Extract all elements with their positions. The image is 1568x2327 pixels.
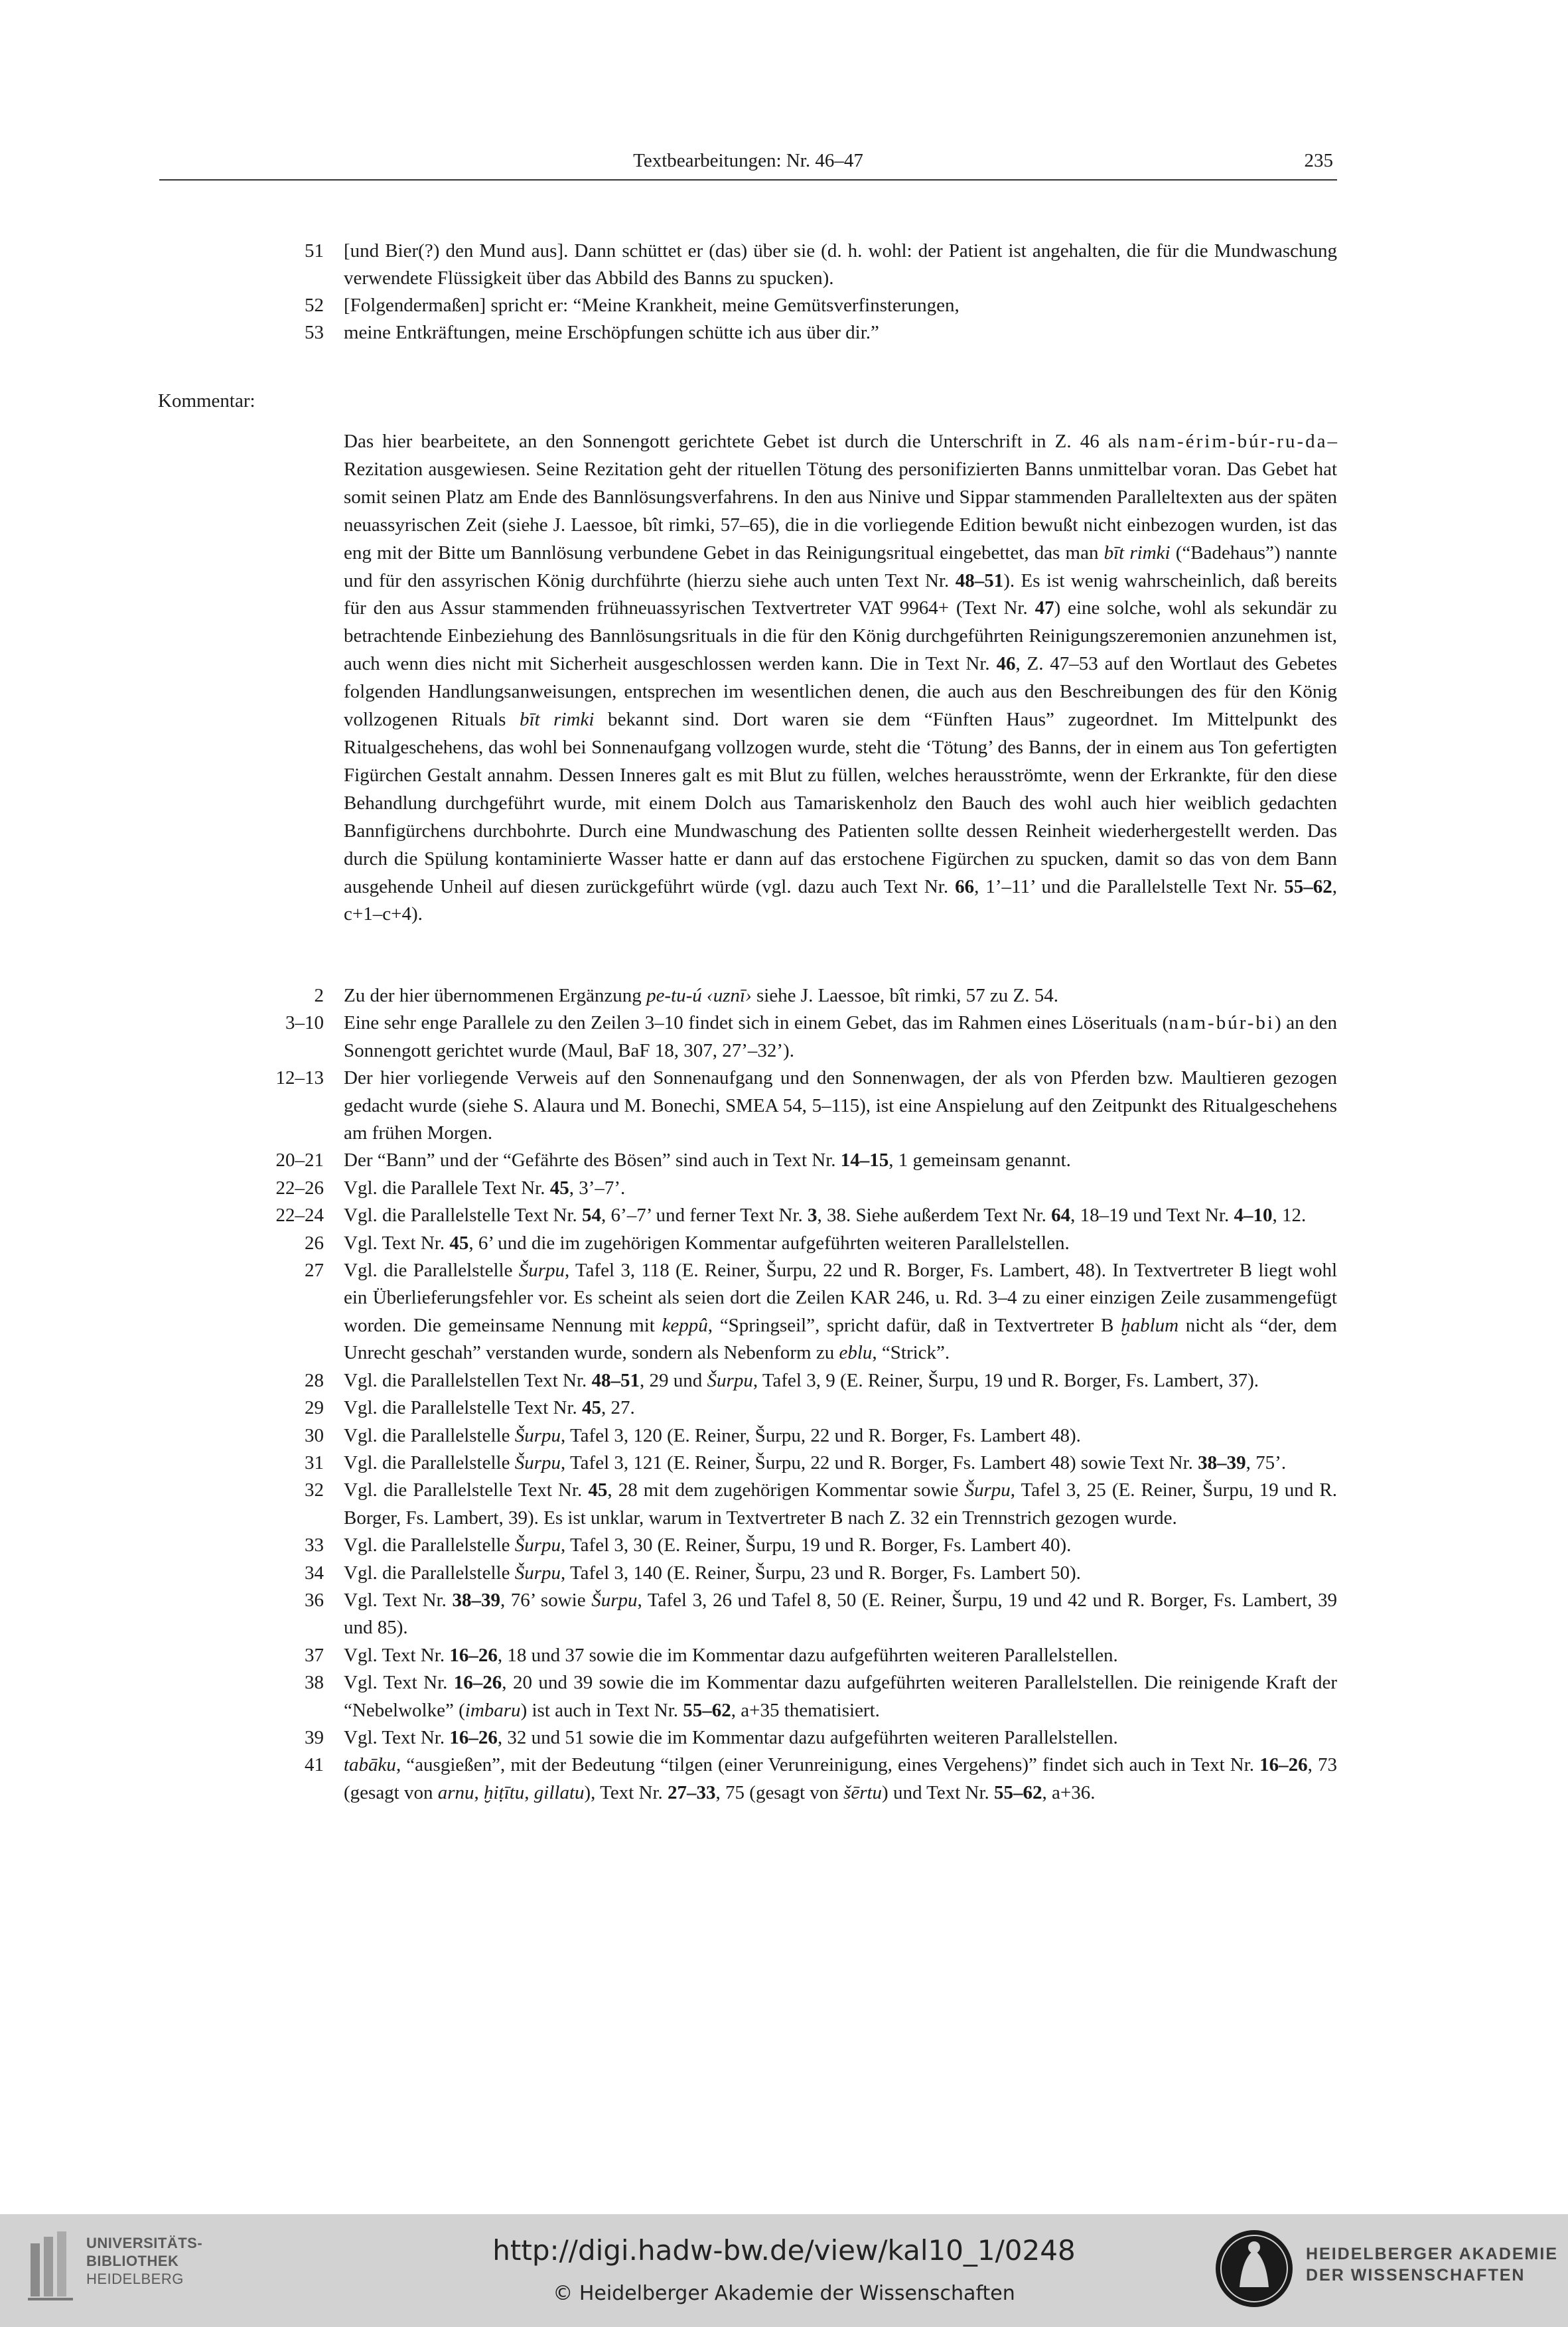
note-entry xyxy=(159,982,1337,1010)
line-number: 2 xyxy=(314,985,324,1006)
line-number: 3–10 xyxy=(285,1012,324,1034)
line-number: 20–21 xyxy=(275,1150,324,1171)
line-text: Vgl. Text Nr. 45, 6’ und die im zugehörigen Kommentar aufgeführten weiteren Parallelstellen. xyxy=(344,1232,1070,1254)
note-entry xyxy=(159,1532,1337,1559)
line-text: Vgl. Text Nr. 16–26, 18 und 37 sowie die im Kommentar dazu aufgeführten weiteren Parallelstellen. xyxy=(344,1644,1118,1666)
line-text: Vgl. die Parallelstelle Šurpu, Tafel 3, 121 (E. Reiner, Šurpu, 22 und R. Borger, Fs. Lambert 48) sowie Text Nr. 38–39, 75’. xyxy=(344,1452,1287,1473)
translation-line xyxy=(159,319,1337,346)
line-number: 28 xyxy=(305,1369,324,1391)
note-entry xyxy=(159,1752,1337,1807)
line-text: Vgl. Text Nr. 16–26, 20 und 39 sowie die im Kommentar dazu aufgeführten weiteren Parallelstellen. Die reinigende Kraft der “Nebelwolke” (imbaru) ist auch in Text Nr. 55–62, a+35 thematisiert. xyxy=(344,1672,1337,1721)
line-text: Vgl. die Parallelstelle Text Nr. 54, 6’–7’ und ferner Text Nr. 3, 38. Siehe außerdem Text Nr. 64, 18–19 und Text Nr. 4–10, 12. xyxy=(344,1205,1307,1227)
running-header xyxy=(159,147,1337,181)
line-number: 34 xyxy=(305,1562,324,1584)
line-text: Vgl. die Parallelstelle Šurpu, Tafel 3, 140 (E. Reiner, Šurpu, 23 und R. Borger, Fs. Lambert 50). xyxy=(344,1562,1081,1584)
line-number: 26 xyxy=(305,1232,324,1254)
line-text: Vgl. Text Nr. 38–39, 76’ sowie Šurpu, Tafel 3, 26 und Tafel 8, 50 (E. Reiner, Šurpu, 19 und 42 und R. Borger, Fs. Lambert, 39 und 85). xyxy=(344,1589,1337,1639)
note-entry xyxy=(159,1669,1337,1724)
line-text: Eine sehr enge Parallele zu den Zeilen 3–10 findet sich in einem Gebet, das im Rahmen eines Löserituals (nam-búr-bi) an den Sonnengott gerichtet wurde (Maul, BaF 18, 307, 27’–32’). xyxy=(344,1012,1337,1061)
note-entry xyxy=(159,1147,1337,1174)
note-entry xyxy=(159,1422,1337,1450)
line-number: 12–13 xyxy=(275,1067,324,1089)
translation-block xyxy=(159,238,1337,346)
line-text: [und Bier(?) den Mund aus]. Dann schüttet er (das) über sie (d. h. wohl: der Patient ist angehalten, die für die Mundwaschung verwendete Flüssigkeit über das Abbild des Banns zu spucken). xyxy=(344,240,1337,289)
note-entry xyxy=(159,1394,1337,1422)
source-url-link[interactable]: http://digi.hadw-bw.de/view/kal10_1/0248 xyxy=(492,2234,1076,2267)
line-number: 39 xyxy=(305,1726,324,1748)
line-text: [Folgendermaßen] spricht er: “Meine Krankheit, meine Gemütsverfinsterungen, xyxy=(344,295,960,316)
academy-line-2: DER WISSENSCHAFTEN xyxy=(1306,2266,1526,2285)
line-notes xyxy=(159,982,1337,1807)
line-text: tabāku, “ausgießen”, mit der Bedeutung “tilgen (einer Verunreinigung, eines Vergehens)” findet sich auch in Text Nr. 16–26, 73 (gesagt von arnu, ḫiṭītu, gillatu), Text Nr. 27–33, 75 (gesagt von šērtu) und Text Nr. 55–62, a+36. xyxy=(344,1754,1337,1803)
note-entry xyxy=(159,1587,1337,1642)
line-number: 41 xyxy=(305,1754,324,1776)
line-text: Vgl. die Parallelstelle Text Nr. 45, 28 mit dem zugehörigen Kommentar sowie Šurpu, Tafel 3, 25 (E. Reiner, Šurpu, 19 und R. Borger, Fs. Lambert, 39). Es ist unklar, warum in Textvertreter B nach Z. 32 ein Trennstrich gezogen wurde. xyxy=(344,1479,1338,1529)
running-title: Textbearbeitungen: Nr. 46–47 xyxy=(633,150,863,171)
note-entry xyxy=(159,1367,1337,1394)
note-entry xyxy=(159,1477,1337,1532)
line-number: 22–24 xyxy=(275,1205,324,1227)
footer-bar xyxy=(0,2214,1568,2327)
line-text: meine Entkräftungen, meine Erschöpfungen schütte ich aus über dir.” xyxy=(344,322,879,343)
academy-seal-icon xyxy=(1213,2227,1295,2310)
note-entry xyxy=(159,1202,1337,1229)
note-entry xyxy=(159,1642,1337,1669)
line-number: 33 xyxy=(305,1535,324,1556)
line-number: 51 xyxy=(305,240,324,262)
copyright-notice: © Heidelberger Akademie der Wissenschaften xyxy=(553,2282,1015,2305)
note-entry xyxy=(159,1065,1337,1147)
line-text: Vgl. die Parallelstelle Text Nr. 45, 27. xyxy=(344,1397,635,1419)
line-text: Vgl. die Parallelstellen Text Nr. 48–51, 29 und Šurpu, Tafel 3, 9 (E. Reiner, Šurpu, 19 und R. Borger, Fs. Lambert, 37). xyxy=(344,1369,1259,1391)
ub-line-3: HEIDELBERG xyxy=(86,2271,184,2287)
translation-line xyxy=(159,238,1337,292)
line-number: 37 xyxy=(305,1644,324,1666)
note-entry xyxy=(159,1560,1337,1587)
note-entry xyxy=(159,1010,1337,1065)
line-number: 53 xyxy=(305,322,324,343)
line-number: 32 xyxy=(305,1479,324,1501)
line-number: 22–26 xyxy=(275,1177,324,1199)
line-number: 31 xyxy=(305,1452,324,1473)
line-text: Vgl. die Parallelstelle Šurpu, Tafel 3, 118 (E. Reiner, Šurpu, 22 und R. Borger, Fs. Lambert, 48). In Textvertreter B liegt wohl ein Überlieferungsfehler vor. Es scheint als seien dort die Zeilen KAR 246, u. Rd. 3–4 zu einer einzigen Zeile zusammengefügt worden. Die gemeinsame Nennung mit keppû, “Springseil”, spricht dafür, daß in Textvertreter B ḫablum nicht als “der, dem Unrecht geschah” verstanden wurde, sondern als Nebenform zu eblu, “Strick”. xyxy=(344,1260,1338,1364)
ub-line-1: UNIVERSITÄTS- xyxy=(86,2235,203,2251)
note-entry xyxy=(159,1175,1337,1202)
commentary-heading: Kommentar: xyxy=(158,390,255,412)
line-text: Vgl. die Parallelstelle Šurpu, Tafel 3, 30 (E. Reiner, Šurpu, 19 und R. Borger, Fs. Lambert 40). xyxy=(344,1535,1072,1556)
academy-line-1: HEIDELBERGER AKADEMIE xyxy=(1306,2245,1558,2263)
note-entry xyxy=(159,1724,1337,1752)
academy-wordmark xyxy=(1306,2243,1558,2286)
translation-line xyxy=(159,292,1337,319)
line-text: Der “Bann” und der “Gefährte des Bösen” sind auch in Text Nr. 14–15, 1 gemeinsam genannt. xyxy=(344,1150,1071,1171)
commentary-intro: Das hier bearbeitete, an den Sonnengott gerichtete Gebet ist durch die Unterschrift in Z. 46 als nam-érim-búr-ru-da–Rezitation ausgewiesen. Seine Rezitation geht der rituellen Tötung des personifizierten Banns unmittelbar voran. Das Gebet hat somit seinen Platz am Ende des Bannlösungsverfahrens. In den aus Ninive und Sippar stammenden Paralleltexten aus der späten neuassyrischen Zeit (siehe J. Laessoe, bît rimki, 57–65), die in die vorliegende Edition bewußt nicht einbezogen wurden, ist das eng mit der Bitte um Bannlösung verbundene Gebet in das Reinigungsritual eingebettet, das man bīt rimki (“Badehaus”) nannte und für den assyrischen König durchführte (hierzu siehe auch unten Text Nr. 48–51). Es ist wenig wahrscheinlich, daß bereits für den aus Assur stammenden frühneuassyrischen Textvertreter VAT 9964+ (Text Nr. 47) eine solche, wohl als sekundär zu betrachtende Einbeziehung des Bannlösungsrituals in die für den König durchgeführten Reinigungszeremonien anzunehmen ist, auch wenn dies nicht mit Sicherheit ausgeschlossen werden kann. Die in Text Nr. 46, Z. 47–53 auf den Wortlaut des Gebetes folgenden Handlungsanweisungen, entsprechen im wesentlichen denen, die auch aus den Beschreibungen des für den König vollzogenen Rituals bīt rimki bekannt sind. Dort waren sie dem “Fünften Haus” zugeordnet. Im Mittelpunkt des Ritualgeschehens, das wohl bei Sonnenaufgang vollzogen wurde, steht die ‘Tötung’ des Banns, der in einem aus Ton gefertigten Figürchen Gestalt annahm. Dessen Inneres galt es mit Blut zu füllen, welches herausströmte, wenn der Erkrankte, für den diese Behandlung durchgeführt wurde, mit einem Dolch aus Tamariskenholz den Bauch des wohl auch hier weiblich gedachten Bannfigürchens durchbohrte. Durch eine Mundwaschung des Patienten sollte dessen Reinheit wiederhergestellt werden. Das durch die Spülung kontaminierte Wasser hatte er dann auf das erstochene Figürchen zu spucken, damit so das von dem Bann ausgehende Unheil auf diesen zurückgeführt würde (vgl. dazu auch Text Nr. 66, 1’–11’ und die Parallelstelle Text Nr. 55–62, c+1–c+4). xyxy=(344,431,1337,925)
note-entry xyxy=(159,1230,1337,1257)
line-text: Vgl. die Parallele Text Nr. 45, 3’–7’. xyxy=(344,1177,626,1199)
line-text: Vgl. Text Nr. 16–26, 32 und 51 sowie die im Kommentar dazu aufgeführten weiteren Parallelstellen. xyxy=(344,1726,1118,1748)
line-number: 29 xyxy=(305,1397,324,1419)
note-entry xyxy=(159,1257,1337,1367)
line-text: Zu der hier übernommenen Ergänzung pe-tu-ú ‹uznī› siehe J. Laessoe, bît rimki, 57 zu Z. 54. xyxy=(344,985,1059,1006)
line-text: Der hier vorliegende Verweis auf den Sonnenaufgang und den Sonnenwagen, der als von Pferden bzw. Maultieren gezogen gedacht wurde (siehe S. Alaura und M. Bonechi, SMEA 54, 5–115), ist eine Anspielung auf den Zeitpunkt des Ritualgeschehens am frühen Morgen. xyxy=(344,1067,1337,1144)
page-number: 235 xyxy=(1304,150,1333,171)
line-text: Vgl. die Parallelstelle Šurpu, Tafel 3, 120 (E. Reiner, Šurpu, 22 und R. Borger, Fs. Lambert 48). xyxy=(344,1424,1081,1446)
line-number: 52 xyxy=(305,295,324,316)
line-number: 27 xyxy=(305,1260,324,1282)
line-number: 30 xyxy=(305,1424,324,1446)
line-number: 36 xyxy=(305,1589,324,1611)
ub-line-2: BIBLIOTHEK xyxy=(86,2253,179,2269)
note-entry xyxy=(159,1450,1337,1477)
line-number: 38 xyxy=(305,1672,324,1694)
